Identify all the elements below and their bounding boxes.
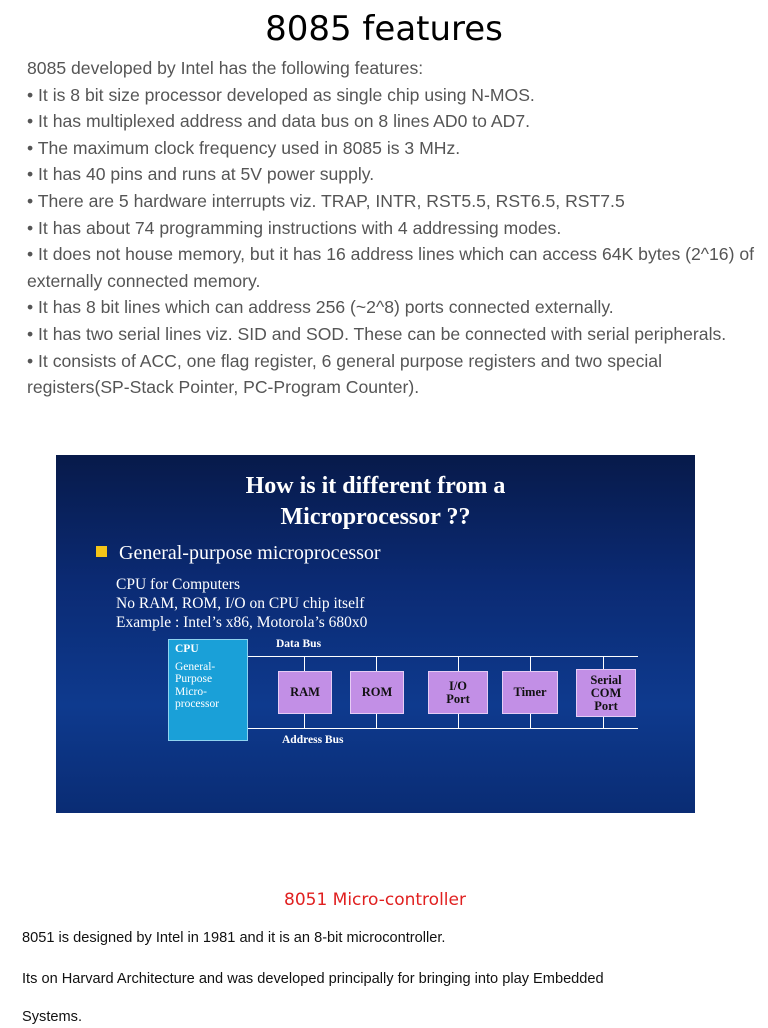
address-bus-line (248, 728, 638, 729)
intro-text: 8085 developed by Intel has the following features: (27, 58, 424, 78)
slide-bullet (96, 541, 381, 565)
connector (376, 656, 377, 671)
slide-sub-line: CPU for Computers (116, 576, 240, 593)
connector (458, 656, 459, 671)
serial-com-port-module: Serial COM Port (576, 669, 636, 717)
slide-sub-list (116, 575, 367, 632)
connector (530, 656, 531, 671)
slide-sub-line: Example : Intel’s x86, Motorola’s 680x0 (116, 614, 368, 631)
cpu-box (168, 639, 248, 741)
feature-item: • It has about 74 programming instructions with 4 addressing modes. (27, 217, 562, 238)
page-title: 8085 features (265, 9, 503, 49)
connector (376, 714, 377, 728)
feature-item: • It has two serial lines viz. SID and SOD. These can be connected with serial peripherals. (27, 323, 727, 344)
feature-item: • It consists of ACC, one flag register, 6 general purpose registers and two special registers(SP-Stack Pointer, PC-Program Counter). (27, 350, 662, 398)
connector (304, 714, 305, 728)
io-port-module: I/O Port (428, 671, 488, 714)
data-bus-label: Data Bus (276, 638, 322, 650)
paragraph-line: Systems. (22, 1009, 83, 1025)
feature-item: • It has 8 bit lines which can address 256 (~2^8) ports connected externally. (27, 297, 614, 318)
cpu-line: General- (175, 660, 216, 673)
cpu-line: Micro- (175, 685, 207, 698)
cpu-label: CPU (175, 643, 199, 655)
feature-item: • It is 8 bit size processor developed as single chip using N-MOS. (27, 84, 535, 105)
data-bus-line (248, 656, 638, 657)
feature-item: • It has multiplexed address and data bus on 8 lines AD0 to AD7. (27, 111, 531, 132)
feature-item: • It does not house memory, but it has 16 address lines which can access 64K bytes (2^16) of externally connected memory. (27, 244, 755, 291)
slide-title-line2: Microprocessor ?? (280, 504, 471, 530)
cpu-line: Purpose (175, 673, 213, 685)
section-heading: 8051 Micro-controller (284, 890, 466, 910)
connector (530, 714, 531, 728)
square-bullet-icon (96, 546, 107, 557)
ram-module: RAM (278, 671, 332, 714)
paragraph-line: Its on Harvard Architecture and was developed principally for bringing into play Embedded (22, 971, 604, 987)
slide-bullet-text: General-purpose microprocessor (119, 542, 381, 564)
address-bus-label: Address Bus (282, 734, 344, 746)
slide-sub-line: No RAM, ROM, I/O on CPU chip itself (116, 595, 365, 612)
connector (458, 714, 459, 728)
slide-image (56, 455, 695, 813)
feature-item: • There are 5 hardware interrupts viz. TRAP, INTR, RST5.5, RST6.5, RST7.5 (27, 190, 625, 211)
rom-module: ROM (350, 671, 404, 714)
paragraph: 8051 is designed by Intel in 1981 and it is an 8-bit microcontroller. (22, 930, 446, 946)
timer-module: Timer (502, 671, 558, 714)
slide-title-line1: How is it different from a (245, 473, 506, 499)
feature-item: • It has 40 pins and runs at 5V power supply. (27, 164, 375, 185)
paragraph (22, 968, 742, 1028)
slide-title (56, 471, 695, 533)
cpu-line: processor (175, 698, 220, 710)
feature-list (27, 55, 757, 401)
feature-item: • The maximum clock frequency used in 8085 is 3 MHz. (27, 137, 461, 158)
connector (304, 656, 305, 671)
